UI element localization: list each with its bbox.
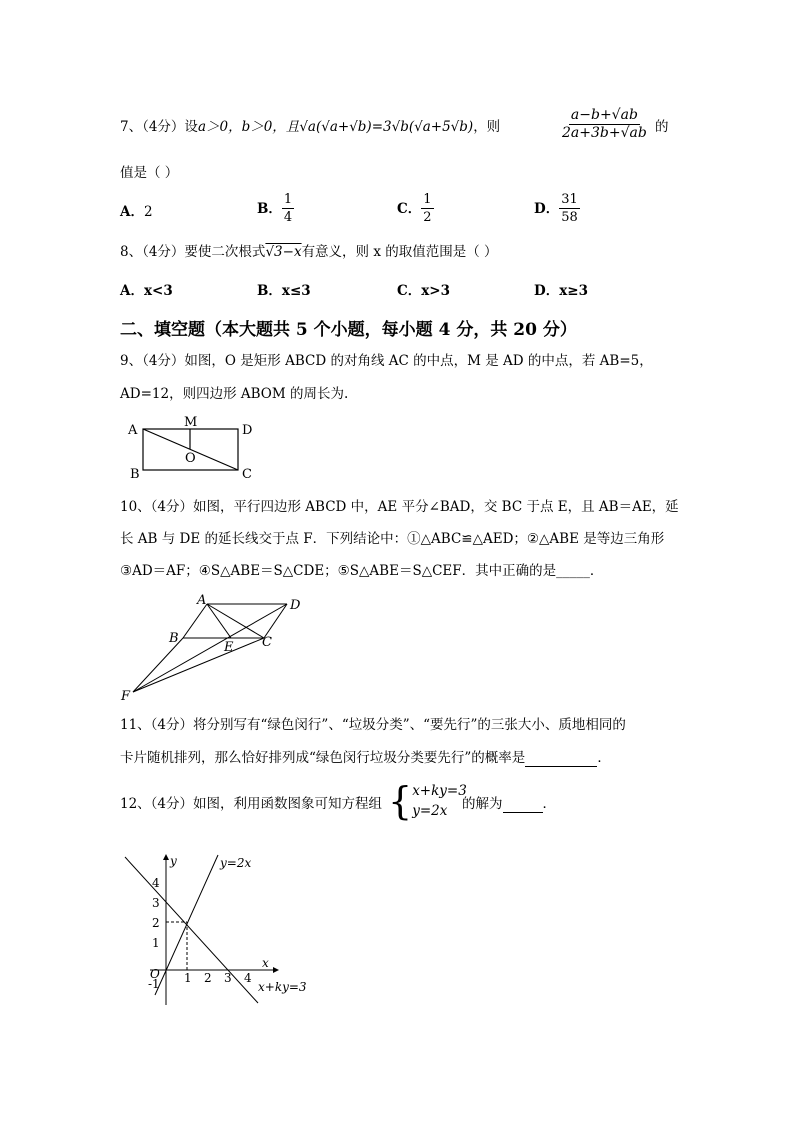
line-cf <box>133 638 264 692</box>
q10-parallelogram-figure <box>115 590 315 705</box>
y-tick-4: 4 <box>152 876 160 890</box>
y-tick-3: 3 <box>152 896 160 910</box>
label-a: A <box>128 423 138 438</box>
option-label: B． <box>257 200 282 217</box>
label-b: B <box>169 631 179 646</box>
label-e: E <box>224 640 234 655</box>
brace-icon: { <box>388 779 413 823</box>
q9-rectangle-figure <box>120 410 270 482</box>
q12-end: ． <box>542 796 556 812</box>
side-dc <box>264 604 287 638</box>
q11-line2 <box>120 749 611 767</box>
q7-option-c[interactable] <box>397 192 434 225</box>
q7-suffix: 的 <box>655 119 669 135</box>
q7-frac-numerator: a−b+√ab <box>570 107 638 123</box>
q7-option-d[interactable] <box>534 192 580 225</box>
y-tick-1: 1 <box>152 936 160 950</box>
q8-option-d[interactable]: D．x≥3 <box>534 283 588 299</box>
q12-answer-blank[interactable] <box>503 798 543 813</box>
frac-den: 4 <box>283 210 293 225</box>
option-value: 2 <box>143 204 153 220</box>
q11-answer-blank[interactable] <box>525 752 597 767</box>
label-b: B <box>130 467 140 482</box>
y-axis-label: y <box>170 854 177 868</box>
label-c: C <box>242 467 252 482</box>
x-tick-3: 3 <box>224 971 232 985</box>
q8-suffix: 有意义，则 x 的取值范围是（ ） <box>301 244 498 260</box>
x-tick-minus1: -1 <box>148 977 160 991</box>
label-f: F <box>121 689 131 704</box>
q8-radical: √3−x <box>265 244 302 260</box>
q7-prefix: 7、（4分）设 <box>120 119 198 135</box>
label-x-plus-ky-eq-3: x+ky=3 <box>258 980 307 994</box>
q7-equation: √a(√a+√b)=3√b(√a+5√b) <box>299 119 474 135</box>
q11-line1: 11、（4分）将分别写有“绿色闵行”、“垃圾分类”、“要先行”的三张大小、质地相同的 <box>120 717 626 733</box>
frac-den: 2 <box>423 210 432 225</box>
section-title: 二、填空题（本大题共 5 个小题，每小题 4 分，共 20 分） <box>120 320 577 340</box>
frac-num: 1 <box>283 192 293 207</box>
label-m: M <box>184 415 198 430</box>
q7-line1 <box>120 118 500 136</box>
x-axis-label: x <box>262 956 269 970</box>
label-c: C <box>262 635 272 650</box>
option-label: C． <box>397 200 422 217</box>
q12-equation-1: x+ky=3 <box>412 783 467 799</box>
q9-line2: AD=12，则四边形 ABOM 的周长为. <box>120 386 349 402</box>
q7-fraction <box>560 108 649 141</box>
frac-num: 31 <box>561 192 578 207</box>
option-label: A． <box>120 204 144 220</box>
q8-prefix: 8、（4分）要使二次根式 <box>120 244 266 260</box>
q7-line2: 值是（ ） <box>120 165 179 181</box>
line-bf <box>133 638 183 692</box>
q7-frac-denominator: 2a+3b+√ab <box>562 125 647 141</box>
q7-condition: a＞0，b＞0，且 <box>197 119 300 135</box>
q8-option-a[interactable]: A．x<3 <box>120 283 173 299</box>
q7-option-b[interactable] <box>257 192 294 225</box>
label-a: A <box>197 593 207 608</box>
x-tick-4: 4 <box>244 971 252 985</box>
x-tick-2: 2 <box>204 971 212 985</box>
frac-num: 1 <box>423 192 432 207</box>
origin-label: O <box>150 967 160 981</box>
side-ab <box>183 604 207 638</box>
segment-ae <box>207 604 231 638</box>
q10-line3: ③AD＝AF；④S△ABE＝S△CDE；⑤S△ABE＝S△CEF．其中正确的是_____． <box>120 563 604 579</box>
option-label: D． <box>534 200 560 217</box>
label-o: O <box>185 451 196 466</box>
label-d: D <box>290 598 301 613</box>
q12-function-graph <box>110 845 320 1015</box>
q12-prefix: 12、（4分）如图，利用函数图象可知方程组 <box>120 796 383 812</box>
label-y-eq-2x: y=2x <box>220 856 252 870</box>
q8-line <box>120 243 498 261</box>
q12-suffix: 的解为 <box>462 796 503 812</box>
q7-then: ，则 <box>473 119 501 135</box>
q12-system <box>388 780 467 822</box>
y-tick-2: 2 <box>152 916 160 930</box>
q7-option-a[interactable] <box>120 203 153 221</box>
q9-line1: 9、（4分）如图，O 是矩形 ABCD 的对角线 AC 的中点，M 是 AD 的中点，若 AB=5， <box>120 353 653 369</box>
q11-line2-end: ． <box>597 750 611 766</box>
frac-den: 58 <box>561 210 578 225</box>
label-d: D <box>242 423 253 438</box>
q12-suffix-line <box>462 795 556 813</box>
q8-option-c[interactable]: C．x>3 <box>397 283 450 299</box>
q11-line2-text: 卡片随机排列，那么恰好排列成“绿色闵行垃圾分类要先行”的概率是 <box>120 750 526 766</box>
x-tick-1: 1 <box>184 971 192 985</box>
q8-option-b[interactable]: B．x≤3 <box>257 283 311 299</box>
q10-line1: 10、（4分）如图，平行四边形 ABCD 中，AE 平分∠BAD，交 BC 于点 E，且 AB＝AE，延 <box>120 499 679 515</box>
q12-equation-2: y=2x <box>412 803 448 819</box>
q10-line2: 长 AB 与 DE 的延长线交于点 F．下列结论中：①△ABC≌△AED；②△ABE 是等边三角形 <box>120 531 665 547</box>
